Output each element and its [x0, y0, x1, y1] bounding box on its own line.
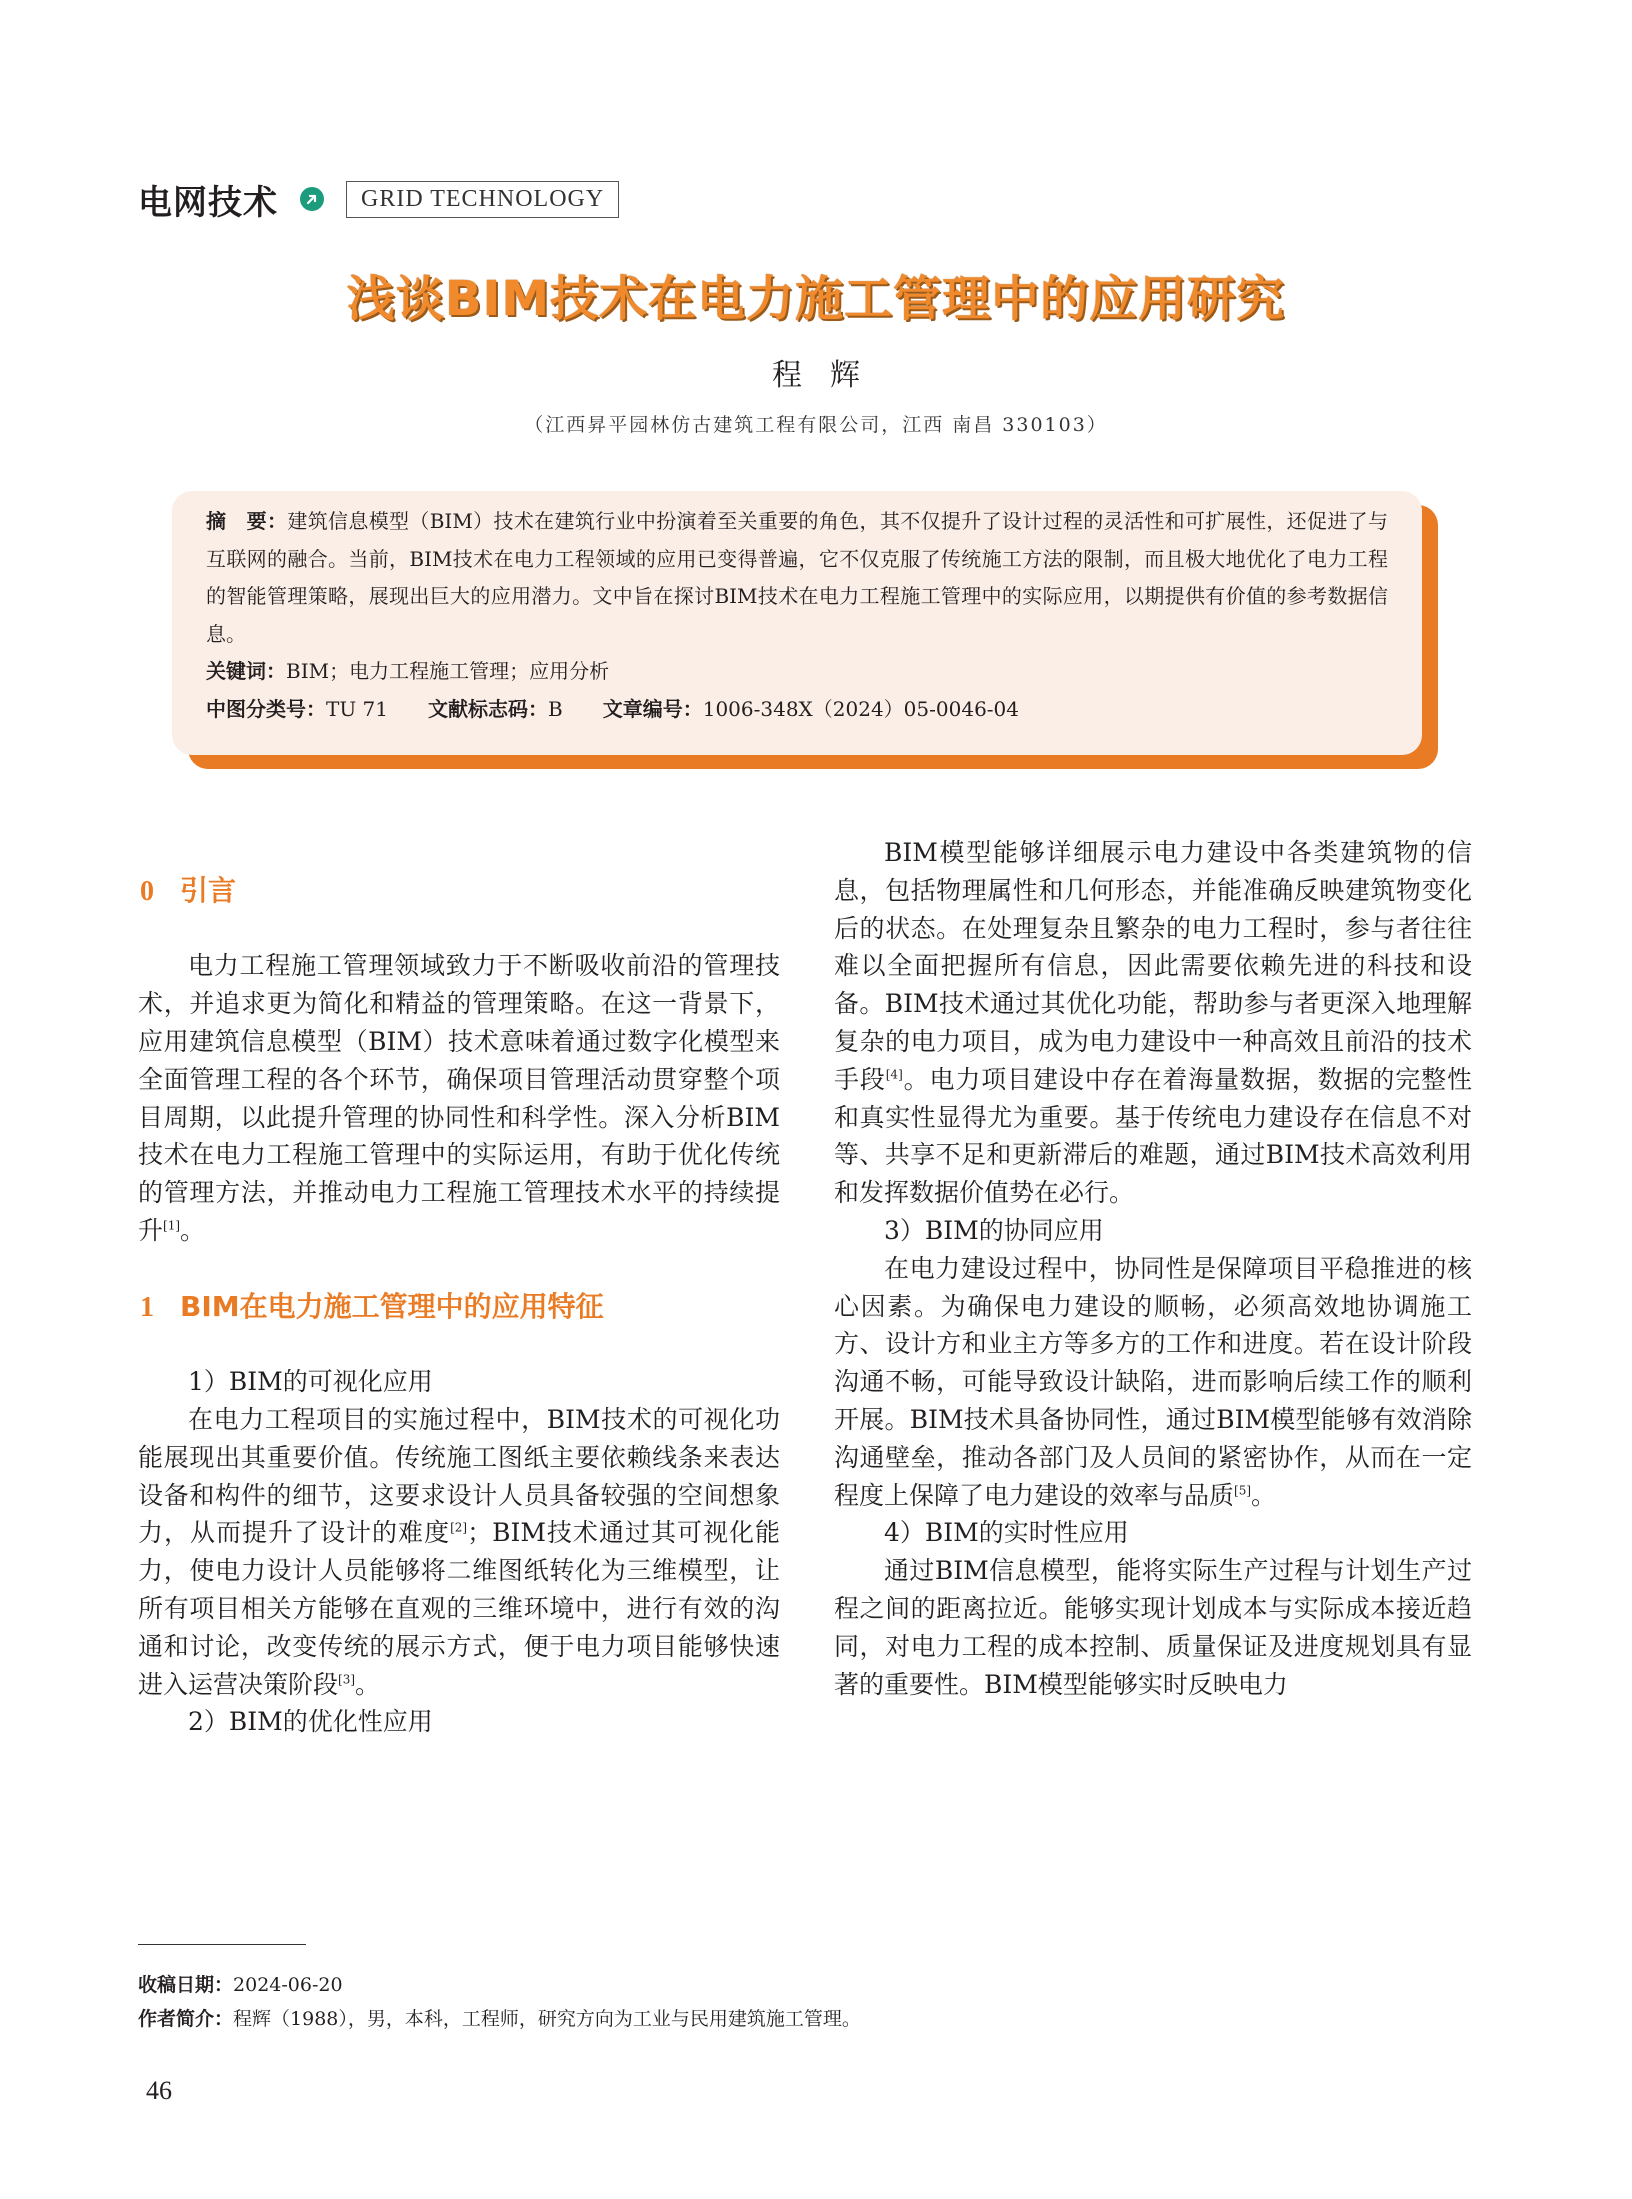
abstract-paragraph	[206, 503, 1388, 653]
section-english-label: GRID TECHNOLOGY	[346, 181, 619, 218]
citation-ref: [3]	[338, 1672, 356, 1687]
subsection-2-title: 2）BIM的优化性应用	[188, 1707, 433, 1737]
keywords-text: BIM；电力工程施工管理；应用分析	[286, 659, 610, 683]
doc-code-value: B	[548, 696, 563, 721]
article-no-value: 1006-348X（2024）05-0046-04	[702, 696, 1019, 721]
received-date: 收稿日期：2024-06-20	[138, 1974, 343, 1996]
subsection-2-paragraph: BIM模型能够详细展示电力建设中各类建筑物的信息，包括物理属性和几何形态，并能准确反映建筑物变化后的状态。在处理复杂且繁杂的电力工程时，参与者往往难以全面把握所有信息，因此需要依赖先进的科技和设备。BIM技术通过其优化功能，帮助参与者更深入地理解复杂的电力项目，成为电力建设中一种高效且前沿的技术手段[4]。电力项目建设中存在着海量数据，数据的完整性和真实性显得尤为重要。基于传统电力建设存在信息不对等、共享不足和更新滞后的难题，通过BIM技术高效利用和发挥数据价值势在必行。	[834, 838, 1472, 1208]
left-column	[138, 834, 780, 1741]
right-column	[834, 834, 1472, 1703]
article-title: 浅谈BIM技术在电力施工管理中的应用研究	[346, 271, 1286, 327]
heading-introduction: 0 引言	[140, 873, 237, 907]
citation-ref: [5]	[1234, 1483, 1252, 1498]
journal-section-header	[138, 176, 619, 222]
doc-code-label: 文献标志码：	[428, 696, 549, 721]
article-author: 程辉	[772, 358, 888, 393]
section-title: 电网技术	[138, 182, 278, 223]
keywords-label: 关键词：	[206, 659, 286, 683]
classification-line	[206, 691, 1388, 729]
abstract-label: 摘 要：	[206, 509, 288, 533]
citation-ref: [1]	[163, 1218, 181, 1233]
clc-value: TU 71	[326, 696, 389, 721]
keywords-line	[206, 653, 1388, 691]
citation-ref: [4]	[885, 1067, 903, 1082]
arrow-up-right-icon	[300, 187, 324, 211]
citation-ref: [2]	[450, 1521, 468, 1536]
abstract-box	[172, 491, 1422, 755]
abstract-text: 建筑信息模型（BIM）技术在建筑行业中扮演着至关重要的角色，其不仅提升了设计过程的灵活性和可扩展性，还促进了与互联网的融合。当前，BIM技术在电力工程领域的应用已变得普遍，它不仅克服了传统施工方法的限制，而且极大地优化了电力工程的智能管理策略，展现出巨大的应用潜力。文中旨在探讨BIM技术在电力工程施工管理中的实际应用，以期提供有价值的参考数据信息。	[206, 509, 1389, 646]
subsection-4-title: 4）BIM的实时性应用	[884, 1518, 1129, 1548]
subsection-3-paragraph: 在电力建设过程中，协同性是保障项目平稳推进的核心因素。为确保电力建设的顺畅，必须高效地协调施工方、设计方和业主方等多方的工作和进度。若在设计阶段沟通不畅，可能导致设计缺陷，进而影响后续工作的顺利开展。BIM技术具备协同性，通过BIM模型能够有效消除沟通壁垒，推动各部门及人员间的紧密协作，从而在一定程度上保障了电力建设的效率与品质[5]。	[834, 1253, 1472, 1510]
clc-label: 中图分类号：	[206, 696, 326, 721]
heading-section-1: 1 BIM在电力施工管理中的应用特征	[140, 1289, 604, 1323]
author-bio: 作者简介：程辉（1988），男，本科，工程师，研究方向为工业与民用建筑施工管理。	[138, 2008, 861, 2030]
subsection-1-title: 1）BIM的可视化应用	[188, 1367, 433, 1397]
footnote-divider	[138, 1944, 306, 1945]
footnotes	[138, 1968, 1438, 2036]
subsection-3-title: 3）BIM的协同应用	[884, 1215, 1104, 1245]
subsection-1-paragraph: 在电力工程项目的实施过程中，BIM技术的可视化功能展现出其重要价值。传统施工图纸主要依赖线条来表达设备和构件的细节，这要求设计人员具备较强的空间想象力，从而提升了设计的难度[2]；BIM技术通过其可视化能力，使电力设计人员能够将二维图纸转化为三维模型，让所有项目相关方能够在直观的三维环境中，进行有效的沟通和讨论，改变传统的展示方式，便于电力项目能够快速进入运营决策阶段[3]。	[138, 1404, 780, 1699]
author-affiliation: （江西昇平园林仿古建筑工程有限公司，江西 南昌 330103）	[524, 414, 1108, 436]
subsection-4-paragraph: 通过BIM信息模型，能将实际生产过程与计划生产过程之间的距离拉近。能够实现计划成本与实际成本接近趋同，对电力工程的成本控制、质量保证及进度规划具有显著的重要性。BIM模型能够实时反映电力	[834, 1556, 1472, 1699]
intro-paragraph: 电力工程施工管理领域致力于不断吸收前沿的管理技术，并追求更为简化和精益的管理策略。在这一背景下，应用建筑信息模型（BIM）技术意味着通过数字化模型来全面管理工程的各个环节，确保项目管理活动贯穿整个项目周期，以此提升管理的协同性和科学性。深入分析BIM技术在电力工程施工管理中的实际运用，有助于优化传统的管理方法，并推动电力工程施工管理技术水平的持续提升[1]。	[138, 951, 780, 1245]
page-number: 46	[146, 2076, 172, 2105]
article-no-label: 文章编号：	[602, 696, 703, 721]
